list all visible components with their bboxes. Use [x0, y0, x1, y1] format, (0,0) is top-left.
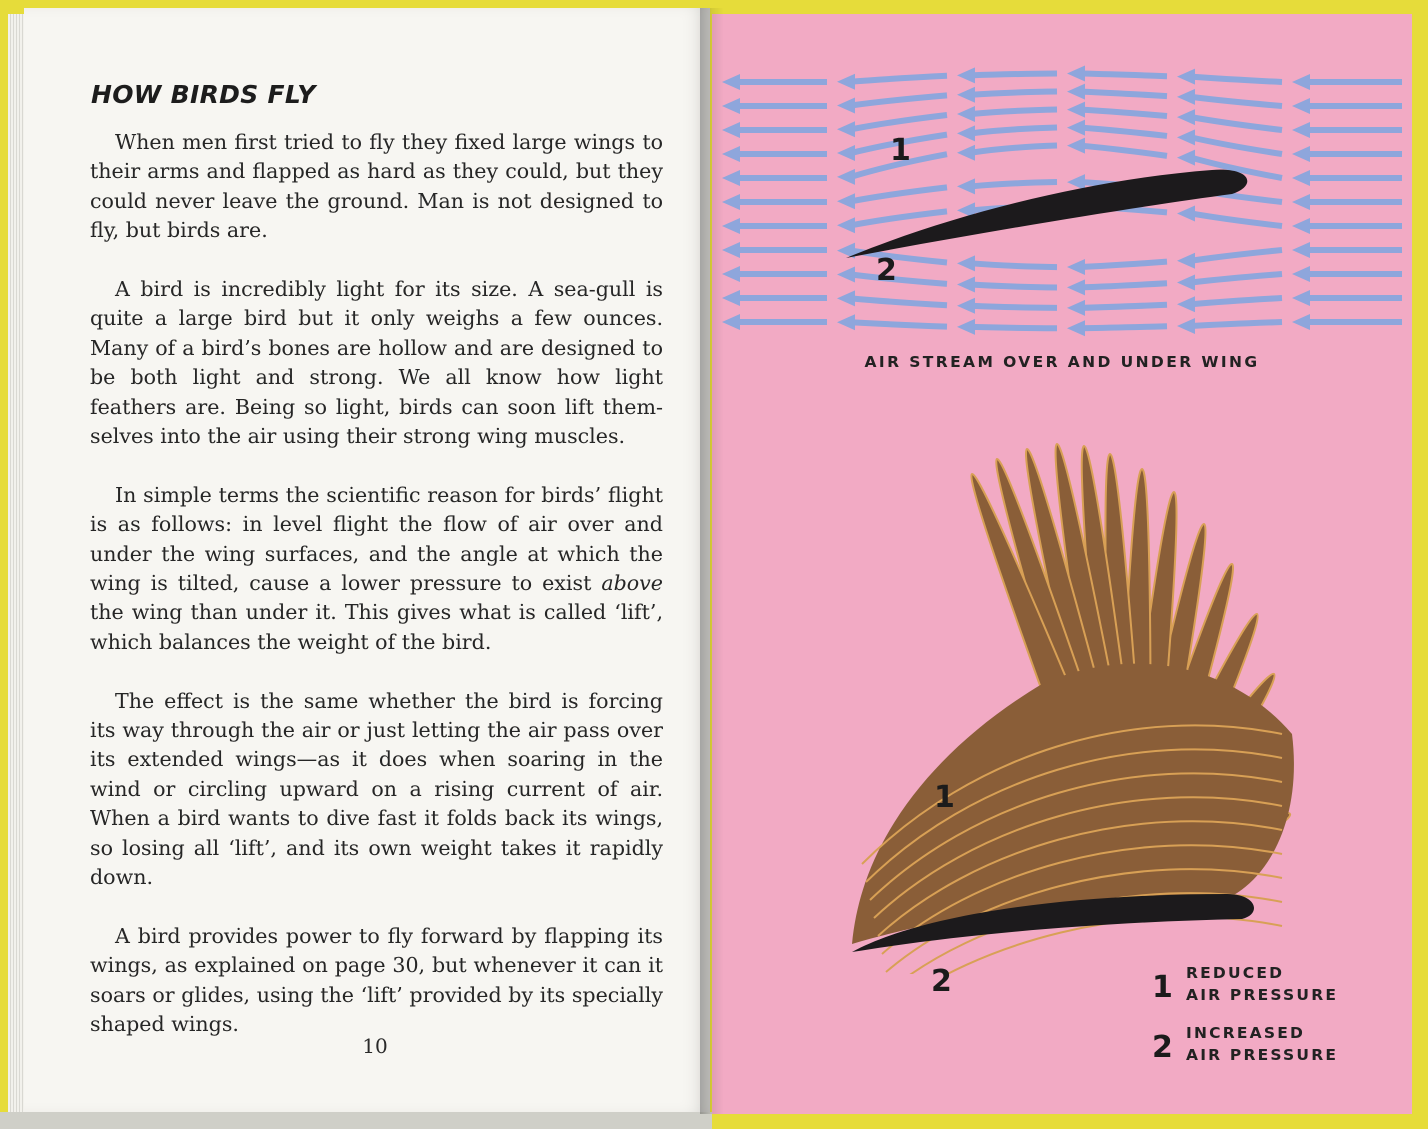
- airstream-arrow-line: [1191, 137, 1282, 154]
- airstream-arrow-head: [1067, 279, 1085, 295]
- paragraph-2: A bird is incredibly light for its size. A sea-gull is quite a large bird but it only weighs a few ounces. Many of a bird’s bones are hollow and are designed to be both light and strong. We all know how light feathers are. Being so light, birds can soon lift themselves into the air using their strong wing muscles.: [90, 277, 663, 449]
- legend-text: [1186, 962, 1338, 1006]
- airstream-arrow-line: [971, 182, 1057, 186]
- airstream-arrow-line: [1191, 322, 1282, 326]
- airstream-arrow-line: [971, 306, 1057, 308]
- airstream-arrow-head: [837, 169, 855, 185]
- body-text: [90, 128, 663, 1069]
- airstream-arrow-head: [722, 290, 740, 306]
- airstream-arrow-head: [1177, 109, 1195, 125]
- airstream-arrow-line: [1191, 97, 1282, 106]
- airstream-arrow-head: [957, 298, 975, 314]
- airstream-arrow-head: [1067, 120, 1085, 136]
- airstream-arrow-head: [957, 178, 975, 194]
- airstream-arrow-head: [837, 314, 855, 330]
- airstream-arrow-head: [1292, 170, 1310, 186]
- airstream-arrow-head: [1067, 174, 1085, 190]
- airstream-arrow-head: [722, 122, 740, 138]
- legend-text: [1186, 1022, 1338, 1066]
- book-gutter: [700, 8, 724, 1114]
- airstream-arrow-head: [1292, 122, 1310, 138]
- airstream-arrow-line: [971, 327, 1057, 328]
- airstream-arrow-head: [837, 193, 855, 209]
- airstream-arrow-head: [1177, 205, 1195, 221]
- airstream-arrow-head: [1067, 66, 1085, 82]
- airstream-arrow-line: [851, 187, 947, 201]
- airstream-arrow-line: [851, 95, 947, 105]
- airstream-arrow-head: [957, 255, 975, 271]
- airstream-arrow-head: [957, 87, 975, 103]
- airstream-arrow-head: [957, 145, 975, 161]
- airstream-arrow-head: [722, 170, 740, 186]
- airstream-arrow-head: [1292, 98, 1310, 114]
- legend-item-increased: [1152, 1022, 1402, 1082]
- airstream-arrow-head: [1177, 69, 1195, 85]
- airstream-arrow-line: [971, 110, 1057, 115]
- paragraph-5: A bird provides power to fly forward by flapping its wings, as explained on page 30, but whenever it can it soars or glides, using the ‘lift’ provided by its specially shaped wings.: [90, 923, 663, 1037]
- airstream-arrow-line: [851, 211, 947, 225]
- airstream-arrow-line: [851, 322, 947, 326]
- legend-line: AIR PRESSURE: [1186, 986, 1339, 1004]
- paragraph-3-before: In simple terms the scientific reason for birds’ flight is as follows: in level flight the flow of air over and under the wing surfaces, and the angle at which the wing is tilted, cause a lower pressure to exist: [90, 482, 663, 596]
- airstream-arrow-head: [1292, 146, 1310, 162]
- airstream-arrow-head: [1292, 218, 1310, 234]
- airstream-arrow-head: [957, 67, 975, 83]
- airstream-arrow-line: [971, 263, 1057, 267]
- paragraph-1: When men first tried to fly they fixed large wings to their arms and flapped as hard as they could, but they could never leave the ground. Man is not designed to fly, but birds are.: [90, 130, 663, 243]
- airstream-arrow-line: [1191, 274, 1282, 282]
- airstream-arrow-head: [1292, 266, 1310, 282]
- airstream-arrow-head: [1292, 74, 1310, 90]
- airstream-arrow-head: [1292, 290, 1310, 306]
- legend-number: 1: [1152, 970, 1173, 1005]
- wing-label-lower: 2: [931, 964, 952, 999]
- airstream-arrow-head: [957, 125, 975, 141]
- airstream-arrow-head: [1067, 102, 1085, 118]
- airstream-arrow-head: [1067, 320, 1085, 336]
- airstream-label-above: 1: [890, 133, 911, 168]
- airstream-arrow-line: [1191, 250, 1282, 261]
- airstream-arrow-head: [722, 194, 740, 210]
- legend-number: 2: [1152, 1030, 1173, 1065]
- legend: [1152, 962, 1402, 1082]
- legend-line: INCREASED: [1186, 1024, 1306, 1042]
- airstream-arrow-line: [851, 298, 947, 305]
- airstream-arrow-line: [1081, 110, 1167, 116]
- right-page: [712, 14, 1412, 1114]
- airstream-arrow-line: [971, 92, 1057, 95]
- airstream-arrow-head: [957, 106, 975, 122]
- airstream-caption: AIR STREAM OVER AND UNDER WING: [864, 353, 1260, 371]
- wing-illustration: [712, 414, 1412, 974]
- wing-label-upper: 1: [934, 780, 955, 815]
- airstream-arrow-head: [1292, 194, 1310, 210]
- airstream-arrow-head: [722, 98, 740, 114]
- airstream-arrow-line: [1081, 305, 1167, 308]
- airstream-arrow-head: [722, 266, 740, 282]
- airstream-arrow-line: [1081, 326, 1167, 328]
- airstream-arrow-head: [1067, 259, 1085, 275]
- bottom-strip: [0, 1112, 712, 1129]
- legend-item-reduced: [1152, 962, 1402, 1022]
- airstream-arrow-line: [1081, 146, 1167, 156]
- paragraph-4: The effect is the same whether the bird is forcing its way through the air or just letting the air pass over its extended wings—as it does when soaring in the wind or circling upward on a rising current of air. When a bird wants to dive fast it folds back its wings, so losing all ‘lift’, and its own weight takes it rapidly down.: [90, 688, 663, 890]
- airstream-arrow-head: [1177, 89, 1195, 105]
- airstream-arrow-line: [971, 74, 1057, 76]
- airstream-arrow-head: [1292, 314, 1310, 330]
- airstream-label-below: 2: [876, 253, 897, 288]
- paragraph-3-after: the wing than under it. This gives what is called ‘lift’, which balances the weight of the bird.: [90, 600, 663, 654]
- airstream-arrow-head: [837, 74, 855, 90]
- paragraph-3-emphasis: above: [601, 571, 663, 596]
- airstream-arrow-head: [1177, 296, 1195, 312]
- airstream-arrow-head: [837, 217, 855, 233]
- airstream-arrow-head: [1067, 84, 1085, 100]
- airstream-arrow-head: [722, 242, 740, 258]
- legend-line: REDUCED: [1186, 964, 1285, 982]
- airstream-arrow-head: [1177, 318, 1195, 334]
- airstream-arrow-head: [722, 314, 740, 330]
- airstream-arrow-head: [837, 145, 855, 161]
- airstream-arrow-line: [1081, 128, 1167, 136]
- airstream-arrow-head: [722, 218, 740, 234]
- page-number: 10: [362, 1034, 388, 1058]
- airstream-diagram: [712, 54, 1412, 344]
- airstream-arrow-head: [1177, 253, 1195, 269]
- airstream-arrow-line: [1191, 77, 1282, 82]
- airstream-arrow-line: [1191, 117, 1282, 130]
- airstream-arrow-head: [837, 97, 855, 113]
- airstream-arrow-head: [722, 146, 740, 162]
- airstream-arrow-line: [851, 76, 947, 82]
- airstream-arrow-head: [1067, 300, 1085, 316]
- airstream-arrow-head: [837, 290, 855, 306]
- paragraph-3: [90, 481, 663, 657]
- airstream-arrow-line: [1081, 283, 1167, 287]
- airstream-arrow-head: [1067, 138, 1085, 154]
- airstream-arrow-head: [1177, 129, 1195, 145]
- airstream-arrow-line: [851, 274, 947, 283]
- airstream-arrow-line: [1191, 298, 1282, 304]
- airstream-arrow-head: [957, 277, 975, 293]
- legend-line: AIR PRESSURE: [1186, 1046, 1339, 1064]
- airstream-arrow-line: [1081, 92, 1167, 97]
- airstream-arrow-head: [1177, 274, 1195, 290]
- airstream-arrow-head: [837, 266, 855, 282]
- airstream-arrow-head: [1177, 150, 1195, 166]
- airstream-arrow-line: [971, 146, 1057, 153]
- airstream-arrow-head: [837, 121, 855, 137]
- airstream-arrow-line: [1081, 262, 1167, 267]
- airstream-arrow-head: [957, 319, 975, 335]
- airstream-arrow-head: [722, 74, 740, 90]
- airstream-arrow-line: [971, 285, 1057, 288]
- airstream-arrow-line: [1191, 213, 1282, 226]
- airstream-arrow-line: [971, 128, 1057, 134]
- page-heading: HOW BIRDS FLY: [91, 80, 316, 109]
- airstream-arrow-line: [1081, 74, 1167, 77]
- airstream-arrow-line: [851, 115, 947, 129]
- airstream-arrow-head: [1292, 242, 1310, 258]
